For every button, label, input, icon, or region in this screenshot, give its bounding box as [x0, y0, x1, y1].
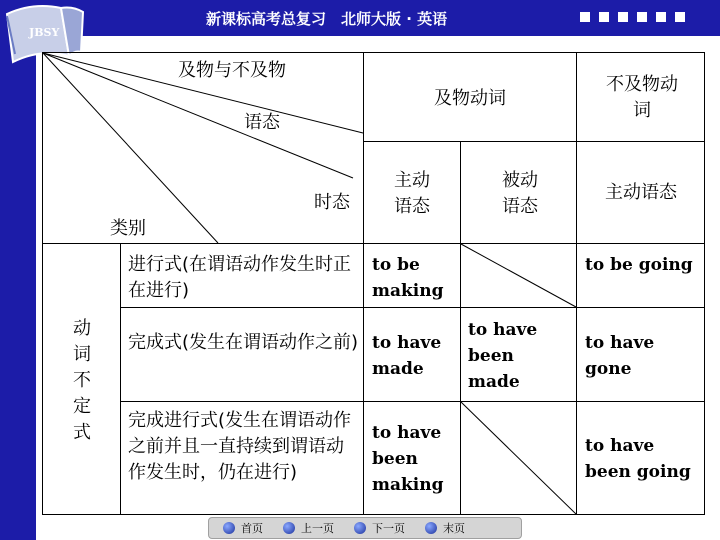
cell-perfect-intransitive: to have gone [585, 333, 655, 379]
slide-navigation-bar [208, 517, 522, 539]
corner-label-category: 类别 [110, 218, 146, 239]
corner-label-tense: 时态 [314, 192, 350, 213]
cell-progressive-intransitive: to be going [585, 255, 693, 275]
cell-perfect-progressive-intransitive: to have been going [585, 436, 691, 482]
logo-text: JBSY [29, 26, 60, 39]
header-passive-voice: 被动语态 [502, 170, 538, 217]
cell-perfect-passive: to have been made [468, 320, 538, 392]
window-button[interactable] [656, 12, 666, 22]
form-perfect: 完成式(发生在谓语动作之前) [128, 332, 359, 353]
nav-prev-button[interactable]: 上一页 [283, 520, 334, 536]
nav-first-button[interactable]: 首页 [223, 520, 263, 536]
nav-dot-icon [283, 522, 295, 534]
header-intransitive-verb: 不及物动词 [606, 74, 678, 121]
nav-next-button[interactable]: 下一页 [354, 520, 405, 536]
book-logo-icon [3, 2, 87, 68]
header-intransitive-active: 主动语态 [605, 182, 677, 203]
corner-label-voice: 语态 [244, 112, 280, 133]
empty-cell-slash [461, 402, 576, 514]
window-button[interactable] [618, 12, 628, 22]
header-transitive-verb: 及物动词 [434, 88, 506, 109]
cell-perfect-progressive-active: to have been making [372, 423, 444, 495]
header-title: 新课标高考总复习 北师大版 · 英语 [206, 10, 448, 28]
nav-dot-icon [425, 522, 437, 534]
window-button[interactable] [599, 12, 609, 22]
header-active-voice: 主动语态 [394, 170, 430, 217]
cell-progressive-active: to be making [372, 255, 444, 301]
window-button[interactable] [675, 12, 685, 22]
nav-dot-icon [223, 522, 235, 534]
form-progressive: 进行式(在谓语动作发生时正在进行) [128, 254, 352, 301]
left-sidebar-strip [0, 36, 36, 540]
window-buttons [580, 12, 685, 22]
corner-label-transitivity: 及物与不及物 [178, 60, 286, 81]
window-button[interactable] [637, 12, 647, 22]
cell-perfect-active: to have made [372, 333, 442, 379]
form-perfect-progressive: 完成进行式(发生在谓语动作之前并且一直持续到谓语动作发生时，仍在进行) [128, 410, 352, 483]
row-group-infinitive: 动词不定式 [73, 318, 91, 443]
window-button[interactable] [580, 12, 590, 22]
empty-cell-slash [461, 244, 576, 307]
nav-dot-icon [354, 522, 366, 534]
nav-last-button[interactable]: 末页 [425, 520, 465, 536]
